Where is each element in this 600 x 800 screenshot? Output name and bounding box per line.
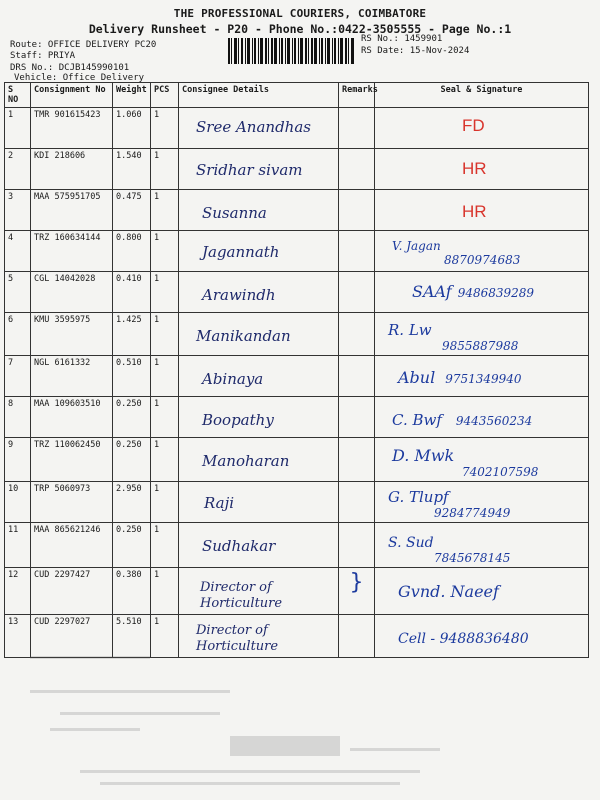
- seal-phone: 9486839289: [457, 286, 535, 300]
- seal-phone: 9443560234: [455, 414, 533, 428]
- row-pcs: 1: [151, 523, 179, 568]
- row-sno: 7: [5, 356, 31, 397]
- table-row: [5, 149, 589, 190]
- consignee-handwriting: Jagannath: [202, 243, 280, 261]
- row-seal: [375, 568, 589, 615]
- row-weight: 0.475: [113, 190, 151, 231]
- col-pcs-header: PCS: [151, 83, 179, 108]
- row-seal: [375, 482, 589, 523]
- row-consignee: [179, 231, 339, 272]
- col-sno-header: S NO: [5, 83, 31, 108]
- row-consignee: [179, 438, 339, 482]
- rs-number: RS No.: 1459901: [361, 34, 443, 44]
- row-weight: 0.250: [113, 523, 151, 568]
- row-pcs: 1: [151, 438, 179, 482]
- row-consignment: TRZ 110062450: [31, 438, 113, 482]
- row-consignee: [179, 568, 339, 615]
- seal-signature: G. Tlupf: [388, 488, 449, 506]
- barcode-icon: [228, 38, 354, 64]
- consignee-handwriting: Sridhar sivam: [196, 161, 303, 179]
- row-pcs: 1: [151, 149, 179, 190]
- consignee-handwriting: Manikandan: [196, 327, 291, 345]
- consignee-handwriting: Manoharan: [202, 452, 290, 470]
- row-consignee: [179, 313, 339, 356]
- row-sno: 5: [5, 272, 31, 313]
- row-pcs: 1: [151, 568, 179, 615]
- row-consignment: MAA 575951705: [31, 190, 113, 231]
- row-consignee: [179, 356, 339, 397]
- delivery-table: [4, 82, 589, 658]
- row-sno: 12: [5, 568, 31, 615]
- row-weight: 0.410: [113, 272, 151, 313]
- row-weight: 0.510: [113, 356, 151, 397]
- row-weight: 0.250: [113, 397, 151, 438]
- table-row: [5, 523, 589, 568]
- row-consignment: NGL 6161332: [31, 356, 113, 397]
- row-seal: [375, 272, 589, 313]
- consignee-handwriting: Boopathy: [202, 411, 274, 429]
- row-remarks: [339, 190, 375, 231]
- row-sno: 9: [5, 438, 31, 482]
- row-consignee: [179, 149, 339, 190]
- row-seal: [375, 190, 589, 231]
- seal-phone: 7402107598: [462, 465, 539, 479]
- row-sno: 13: [5, 615, 31, 658]
- row-pcs: 1: [151, 356, 179, 397]
- consignee-handwriting: Sudhakar: [202, 537, 276, 555]
- row-consignee: [179, 482, 339, 523]
- row-pcs: 1: [151, 190, 179, 231]
- row-consignee: [179, 272, 339, 313]
- row-sno: 1: [5, 108, 31, 149]
- seal-signature: Cell - 9488836480: [398, 631, 529, 647]
- rs-date: RS Date: 15-Nov-2024: [361, 46, 470, 56]
- seal-signature: R. Lw: [388, 321, 432, 339]
- drs-number: DRS No.: DCJB145990101: [10, 63, 130, 73]
- col-weight-header: Weight: [113, 83, 151, 108]
- row-sno: 10: [5, 482, 31, 523]
- row-consignment: KMU 3595975: [31, 313, 113, 356]
- row-seal: [375, 149, 589, 190]
- consignee-handwriting: Director of Horticulture: [196, 623, 279, 654]
- seal-phone: 9855887988: [442, 339, 519, 353]
- row-sno: 8: [5, 397, 31, 438]
- row-consignment: TRZ 160634144: [31, 231, 113, 272]
- row-sno: 11: [5, 523, 31, 568]
- seal-phone: 8870974683: [444, 253, 521, 267]
- row-pcs: 1: [151, 397, 179, 438]
- table-header-row: [5, 83, 589, 108]
- row-pcs: 1: [151, 615, 179, 658]
- seal-signature: FD: [462, 116, 485, 135]
- row-weight: 5.510: [113, 615, 151, 658]
- row-pcs: 1: [151, 108, 179, 149]
- seal-phone: 9284774949: [434, 506, 511, 520]
- col-consignee-header: Consignee Details: [179, 83, 339, 108]
- row-remarks: [339, 313, 375, 356]
- seal-signature: Abul: [398, 368, 436, 387]
- row-seal: [375, 397, 589, 438]
- row-pcs: 1: [151, 231, 179, 272]
- row-consignment: TMR 901615423: [31, 108, 113, 149]
- seal-signature: SAAf: [412, 282, 452, 301]
- row-weight: 0.380: [113, 568, 151, 615]
- table-row: [5, 397, 589, 438]
- seal-signature: HR: [462, 202, 487, 221]
- table-row: [5, 313, 589, 356]
- row-consignee: [179, 523, 339, 568]
- consignee-handwriting: Director of Horticulture: [200, 580, 283, 611]
- seal-signature: HR: [462, 159, 487, 178]
- col-consignment-header: Consignment No: [31, 83, 113, 108]
- row-remarks: [339, 482, 375, 523]
- seal-signature: V. Jagan: [392, 239, 441, 253]
- table-row: [5, 482, 589, 523]
- row-remarks: [339, 438, 375, 482]
- row-pcs: 1: [151, 482, 179, 523]
- row-seal: [375, 313, 589, 356]
- row-remarks: [339, 231, 375, 272]
- row-remarks: [339, 272, 375, 313]
- row-remarks: [339, 149, 375, 190]
- row-consignment: CUD 2297027: [31, 615, 113, 658]
- row-seal: [375, 523, 589, 568]
- row-seal: [375, 108, 589, 149]
- row-consignment: TRP 5060973: [31, 482, 113, 523]
- seal-signature: Gvnd. Naeef: [398, 582, 499, 601]
- table-row: [5, 568, 589, 615]
- row-consignment: CUD 2297427: [31, 568, 113, 615]
- col-seal-header: Seal & Signature: [375, 83, 589, 108]
- vehicle-label: Vehicle: Office Delivery: [14, 73, 145, 83]
- row-remarks: [339, 523, 375, 568]
- runsheet-title: Delivery Runsheet - P20 - Phone No.:0422-3505555 - Page No.:1: [88, 22, 512, 36]
- row-consignee: [179, 190, 339, 231]
- row-seal: [375, 356, 589, 397]
- seal-phone: 7845678145: [434, 551, 511, 565]
- col-remarks-header: Remarks: [339, 83, 375, 108]
- row-weight: 0.800: [113, 231, 151, 272]
- row-remarks: }: [339, 568, 375, 615]
- consignee-handwriting: Abinaya: [202, 370, 264, 388]
- row-sno: 3: [5, 190, 31, 231]
- row-consignment: MAA 865621246: [31, 523, 113, 568]
- row-remarks: [339, 356, 375, 397]
- consignee-handwriting: Susanna: [202, 204, 267, 222]
- table-row: [5, 356, 589, 397]
- consignee-handwriting: Arawindh: [202, 286, 276, 304]
- row-weight: 1.540: [113, 149, 151, 190]
- consignee-handwriting: Raji: [204, 494, 235, 512]
- seal-signature: S. Sud: [388, 535, 434, 551]
- row-weight: 1.060: [113, 108, 151, 149]
- row-consignment: KDI 218606: [31, 149, 113, 190]
- table-row: [5, 438, 589, 482]
- table-row: [5, 231, 589, 272]
- row-seal: [375, 438, 589, 482]
- row-consignment: CGL 14042028: [31, 272, 113, 313]
- staff-label: Staff: PRIYA: [10, 51, 76, 61]
- table-row: [5, 108, 589, 149]
- row-sno: 6: [5, 313, 31, 356]
- row-sno: 2: [5, 149, 31, 190]
- seal-signature: C. Bwf: [392, 411, 442, 429]
- row-pcs: 1: [151, 313, 179, 356]
- row-weight: 2.950: [113, 482, 151, 523]
- seal-signature: D. Mwk: [392, 446, 455, 465]
- delivery-rows: [5, 108, 589, 658]
- seal-phone: 9751349940: [445, 372, 522, 386]
- row-remarks: [339, 397, 375, 438]
- company-name: THE PROFESSIONAL COURIERS, COIMBATORE: [173, 7, 427, 20]
- row-consignee: [179, 397, 339, 438]
- row-consignment: MAA 109603510: [31, 397, 113, 438]
- row-sno: 4: [5, 231, 31, 272]
- consignee-handwriting: Sree Anandhas: [196, 118, 311, 136]
- row-weight: 0.250: [113, 438, 151, 482]
- bleed-through-text: [20, 650, 580, 800]
- table-row: [5, 190, 589, 231]
- row-remarks: [339, 108, 375, 149]
- row-weight: 1.425: [113, 313, 151, 356]
- row-consignee: [179, 108, 339, 149]
- row-pcs: 1: [151, 272, 179, 313]
- table-row: [5, 272, 589, 313]
- route-label: Route: OFFICE DELIVERY PC20: [10, 40, 157, 50]
- row-seal: [375, 231, 589, 272]
